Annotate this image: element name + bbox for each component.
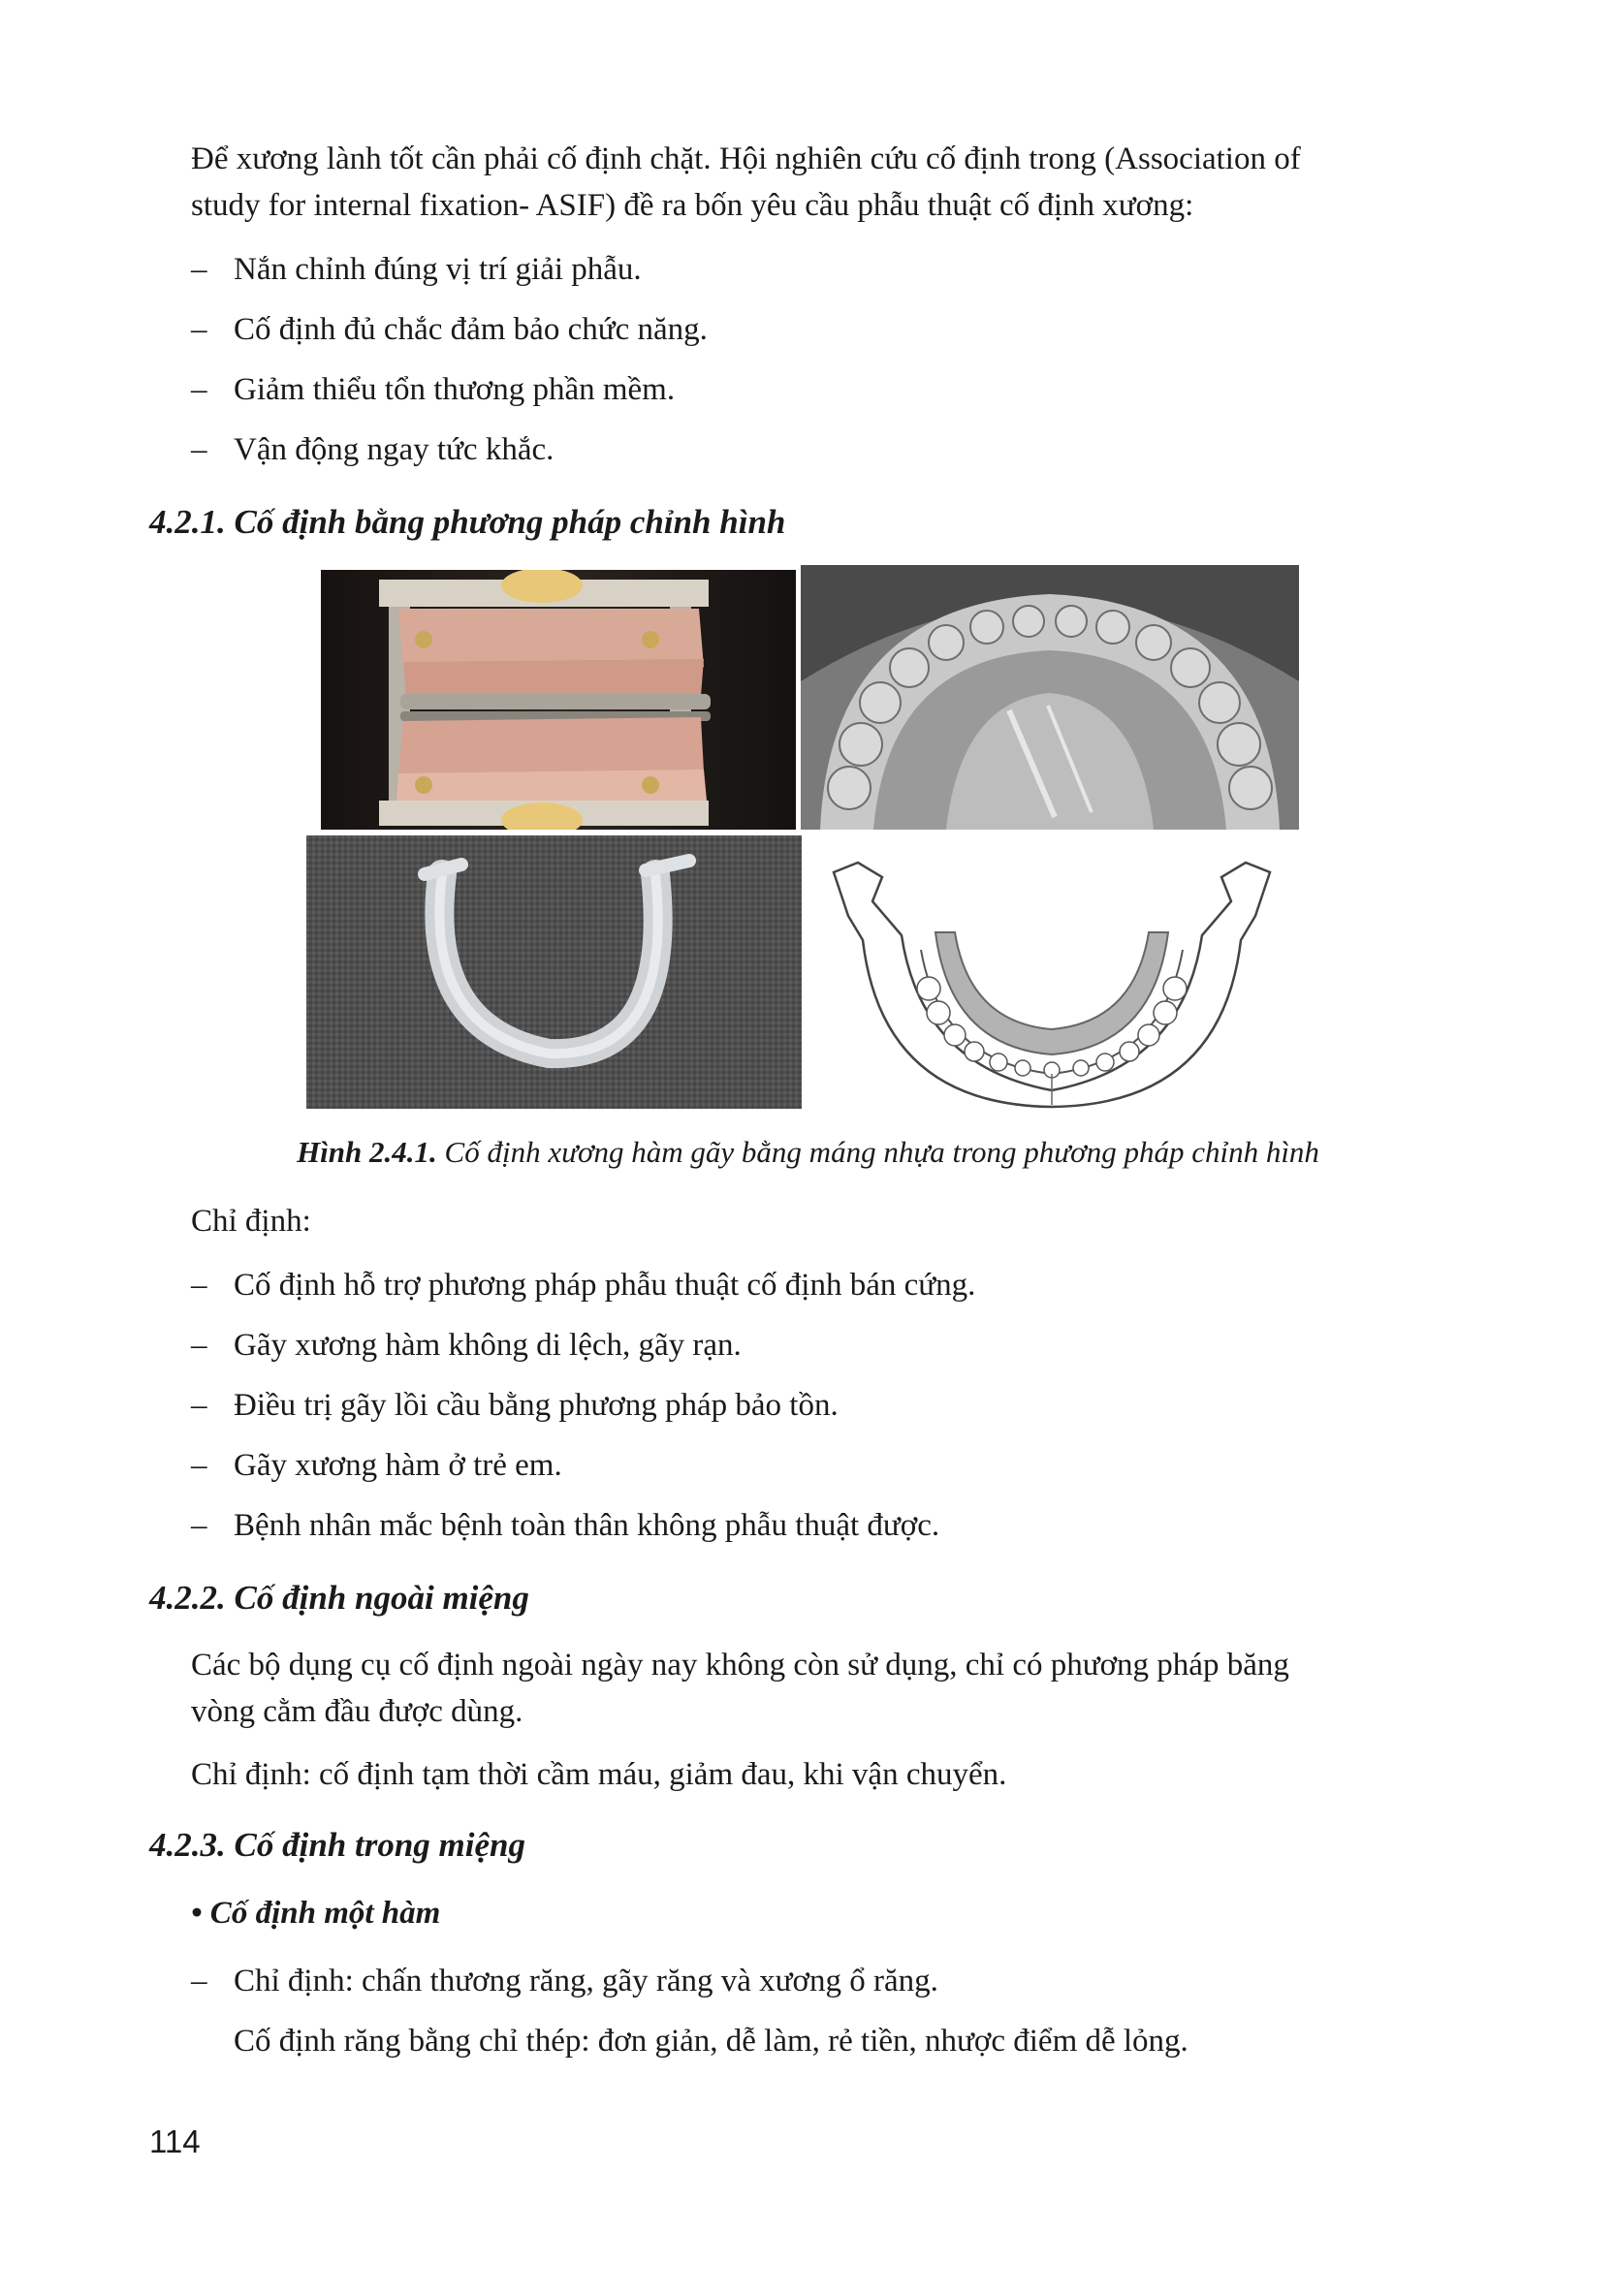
section-heading-422: 4.2.2. Cố định ngoài miệng (149, 1579, 529, 1617)
section-423-indication: Chỉ định: chấn thương răng, gãy răng và xương ổ răng. (234, 1964, 938, 1998)
section-422-para-line-2: vòng cằm đầu được dùng. (191, 1694, 523, 1729)
section-422-para-line-1: Các bộ dụng cụ cố định ngoài ngày nay không còn sử dụng, chỉ có phương pháp băng (191, 1648, 1289, 1683)
page-number: 114 (149, 2123, 201, 2159)
section-heading-423: 4.2.3. Cố định trong miệng (149, 1826, 526, 1864)
bullet-dash: – (191, 1328, 207, 1363)
figure-label: Hình 2.4.1. (297, 1135, 437, 1169)
bullet-dash: – (191, 312, 207, 347)
figure-caption (0, 1131, 1616, 1174)
intro-line-1: Để xương lành tốt cần phải cố định chặt. Hội nghiên cứu cố định trong (Association of (191, 142, 1301, 176)
bullet-dash: – (191, 1964, 207, 1998)
figure-panel-articulator (321, 570, 796, 830)
section-heading-421: 4.2.1. Cố định bằng phương pháp chỉnh hình (149, 503, 786, 541)
section-423-note: Cố định răng bằng chỉ thép: đơn giản, dễ làm, rẻ tiền, nhược điểm dễ lỏng. (234, 2024, 1188, 2059)
bullet-dash: – (191, 1388, 207, 1423)
bullet-dash: – (191, 1508, 207, 1543)
figure-panel-upper-arch (801, 565, 1299, 830)
requirement-text: Giảm thiểu tổn thương phần mềm. (234, 372, 676, 407)
bullet-dash: – (191, 1448, 207, 1483)
figure-panel-lower-splint (306, 835, 802, 1109)
section-423-subheading: • Cố định một hàm (191, 1896, 441, 1931)
requirement-text: Nắn chỉnh đúng vị trí giải phẫu. (234, 252, 642, 287)
indication-text: Điều trị gãy lồi cầu bằng phương pháp bảo tồn. (234, 1388, 839, 1423)
bullet-dash: – (191, 252, 207, 287)
intro-line-2: study for internal fixation- ASIF) đề ra bốn yêu cầu phẫu thuật cố định xương: (191, 188, 1194, 223)
bullet-dash: – (191, 372, 207, 407)
section-422-indication: Chỉ định: cố định tạm thời cầm máu, giảm đau, khi vận chuyển. (191, 1757, 1007, 1792)
figure-panel-mandible-diagram (814, 843, 1289, 1110)
indication-text: Bệnh nhân mắc bệnh toàn thân không phẫu thuật được. (234, 1508, 940, 1543)
bullet-dash: – (191, 432, 207, 467)
indication-label: Chỉ định: (191, 1204, 311, 1239)
requirement-text: Vận động ngay tức khắc. (234, 432, 555, 467)
indication-text: Gãy xương hàm không di lệch, gãy rạn. (234, 1328, 742, 1363)
bullet-dash: – (191, 1268, 207, 1303)
figure-caption-text: Cố định xương hàm gãy bằng máng nhựa trong phương pháp chỉnh hình (436, 1135, 1319, 1169)
indication-text: Cố định hỗ trợ phương pháp phẫu thuật cố định bán cứng. (234, 1268, 976, 1303)
requirement-text: Cố định đủ chắc đảm bảo chức năng. (234, 312, 708, 347)
indication-text: Gãy xương hàm ở trẻ em. (234, 1448, 562, 1483)
